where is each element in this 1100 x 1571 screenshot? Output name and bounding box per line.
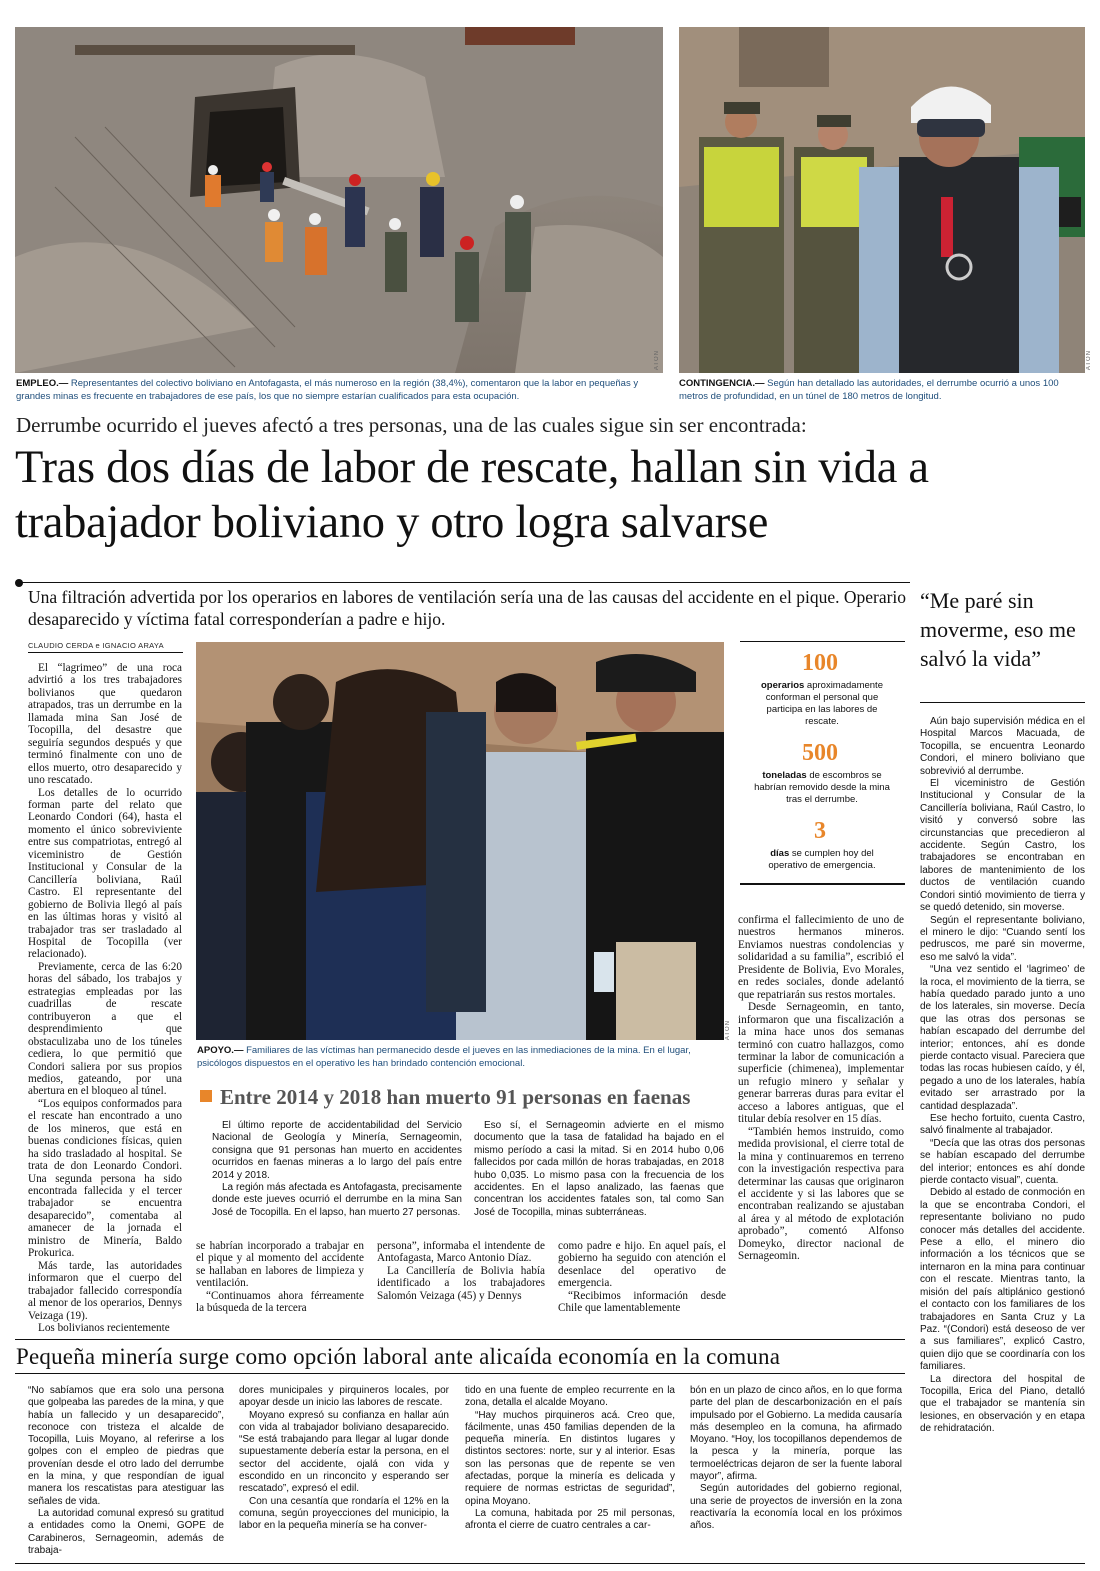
photo-rescuer: [679, 27, 1085, 373]
pull-quote: “Me paré sin moverme, eso me salvó la vida”: [920, 588, 1076, 671]
headline: Tras dos días de labor de rescate, hallan sin vida a trabajador boliviano y otro logra salvarse: [15, 442, 929, 548]
paragraph: Aún bajo supervisión médica en el Hospital Marcos Macuada, de Tocopilla, se encuentra Leonardo Condori, el minero boliviano que sobrevivió al derrumbe.: [920, 716, 1085, 777]
section2-column-4: [690, 1385, 902, 1533]
photo-credit: ATON: [654, 350, 660, 371]
paragraph: Moyano expresó su confianza en hallar aún con vida al trabajador boliviano desaparecido. “Se está trabajando para llegar al lugar donde supuestamente debería estar la persona, en el sector del accidente, ojalá con vida y escondido en un rinconcito y esperando ser rescatado”, expresó el edil.: [239, 1409, 449, 1495]
paragraph: Los detalles de lo ocurrido forman parte del relato que Leonardo Condori (64), hasta el momento el único sobreviviente entre sus compatriotas, entregó al viceministro de Gestión Institucional y Consular de la Cancillería boliviana, Raúl Castro. El representante del gobierno de Bolivia llegó al país en las últimas horas y visitó al trabajador tras ser trasladado al Hospital de Tocopilla (ver relacionado).: [28, 786, 182, 961]
byline: CLAUDIO CERDA e IGNACIO ARAYA: [28, 641, 164, 650]
box-column-1: [212, 1120, 462, 1219]
photo-mine-entrance: [15, 27, 663, 373]
photo-relatives: [196, 642, 724, 1040]
box-column-2: [474, 1120, 724, 1219]
paragraph: Los bolivianos recientemente: [38, 1322, 170, 1332]
paragraph: La Cancillería de Bolivia había identificado a los trabajadores Salomón Veizaga (45) y Dennys: [377, 1264, 545, 1302]
paragraph: “Hay muchos pirquineros acá. Creo que, fácilmente, unas 450 familias dependen de la pequeña minería. En distintos lugares y distintos sectores: norte, sur y al interior. Esas son las personas que de repente se ven afectadas, porque la minería es delicada y requiere de normas estrictas de seguridad”, opina Moyano.: [465, 1409, 675, 1507]
divider: [740, 641, 905, 642]
paragraph: Debido al estado de conmoción en la que se encontraba Condori, el representante boliviano no pudo conocer más detalles del accidente. Pese a ello, el minero dio información a los técnicos que se internaron en la mina para continuar con el rescate. Mientras tanto, la misión del país altiplánico gestionó el contacto con los familiares de los trabajadores en Santa Cruz y La Paz. “(Condori) está deseoso de ver a sus familiares”, explicó Castro, quien dijo que se coordinaría con los familiares.: [920, 1187, 1085, 1373]
paragraph: Según autoridades del gobierno regional, una serie de proyectos de inversión en la zona reactivaría la economía local en los próximos años.: [690, 1483, 902, 1532]
paragraph: El viceministro de Gestión Institucional y Consular de la Cancillería boliviana, Raúl Castro, lo visitó y conversó sobre las circunstancias que precedieron al accidente. Según Castro, los trabajadores se encontraban en labores de mantenimiento de los ductos de ventilación cuando Condori sintió movimiento de tierra y se quedó detenido, sin moverse.: [920, 778, 1085, 914]
paragraph: La directora del hospital de Tocopilla, Erica del Piano, detalló que el trabajador se mantenía sin lesiones, en observación y en etapa de rehidratación.: [920, 1373, 1085, 1435]
story-column-1: [28, 662, 182, 1332]
kicker: Derrumbe ocurrido el jueves afectó a tres personas, una de las cuales sigue sin ser encontrada:: [16, 413, 807, 437]
paragraph: “Recibimos información desde Chile que lamentablemente: [558, 1289, 726, 1315]
story-column-a: [196, 1240, 364, 1315]
side-story-column: [920, 716, 1085, 1566]
paragraph: “Los equipos conformados para el rescate han encontrado a uno de los mineros, que está en buenas condiciones físicas, quien ha sido trasladado al hospital. Se trata de don Leonardo Condori. Una segunda persona ha sido encontrada fallecida y el tercer trabajador se encuentra desaparecido”, comentaba al amanecer de la jornada el ministro de Minería, Baldo Prokurica.: [28, 1097, 182, 1260]
divider: [740, 883, 905, 885]
paragraph: Desde Sernageomin, en tanto, informaron que una fiscalización a la mina hace unos dos semanas terminó con cuatro hallazgos, como terminar la labor de comunicación a superficie (chimenea), implementar un refugio minero y señalar y generar barreras duras para evitar el acceso a labores antiguas, que el titular debía resolver en 15 días.: [738, 1001, 904, 1126]
divider: [15, 1373, 905, 1374]
paragraph: se habrían incorporado a trabajar en el pique y al momento del accidente se hallaban en labores de limpieza y ventilación.: [196, 1240, 364, 1290]
section-headline: Pequeña minería surge como opción laboral ante alicaída economía en la comuna: [16, 1344, 781, 1369]
caption-apoyo: APOYO.— Familiares de las víctimas han permanecido desde el jueves en las inmediaciones de la mina. En el lugar, psicólogos dispuestos en el operativo les han brindado contención emocional.: [197, 1045, 691, 1069]
stat-description: días se cumplen hoy del operativo de emergencia.: [768, 848, 876, 871]
paragraph: “Una vez sentido el ‘lagrimeo’ de la roca, el movimiento de la tierra, se había quedado parado junto a uno de los laterales, sin moverse. Decía que las otras dos personas se habían escapado del derrumbe del interior; entonces, ahí es donde pierde contacto visual. Pareciera que todas las rocas hubiesen caído, y él, pegado a uno de los laterales, había evitado ser arrastrado por la cantidad desplazada”.: [920, 964, 1085, 1112]
divider: [920, 702, 1085, 703]
paragraph: Más tarde, las autoridades informaron que el cuerpo del trabajador fallecido correspondía al menor de los operarios, Dennys Veizaga (19).: [28, 1259, 182, 1322]
paragraph: confirma el fallecimiento de uno de nuestros hermanos mineros. Enviamos nuestras condolencias y solidaridad a su familia”, escribió el Presidente de Bolivia, Evo Morales, en redes sociales, donde adelantó que repatriarán sus restos mortales.: [738, 914, 904, 1001]
paragraph: La autoridad comunal expresó su gratitud a entidades como la Onemi, GOPE de Carabineros, Sernageomin, además de trabaja-: [28, 1507, 224, 1556]
paragraph: Previamente, cerca de las 6:20 horas del sábado, los trabajos y estrategias empleadas por las cuadrillas de rescate contribuyeron a que el desprendimiento que obstaculizaba uno de los túneles cediera, lo que permitió que Condori saliera por sus propios medios, gateando, por una abertura en el bloqueo al túnel.: [28, 960, 182, 1098]
photo-credit: ATON: [1086, 350, 1092, 371]
stat-description: toneladas de escombros se habrían removido desde la mina tras el derrumbe.: [754, 770, 890, 805]
story-column-b: [377, 1240, 545, 1302]
paragraph: como padre e hijo. En aquel país, el gobierno ha seguido con atención el desenlace del operativo de emergencia.: [558, 1240, 726, 1290]
story-column-right: [738, 914, 904, 1334]
paragraph: El último reporte de accidentabilidad del Servicio Nacional de Geología y Minería, Sernageomin, consigna que 91 personas han muerto en accidentes ocurridos en faenas mineras a lo largo del país entre 2014 y 2018.: [212, 1120, 462, 1181]
divider: [15, 579, 23, 587]
paragraph: bón en un plazo de cinco años, en lo que forma parte del plan de descarbonización en el país impulsado por el Gobierno. La medida causaría más desempleo en la comuna, ha afirmado Moyano. “Hoy, los tocopillanos dependemos de la pesca y la minería, porque las termoeléctricas dejaron de ser la fuente laboral mayor”, afirma.: [690, 1385, 902, 1483]
paragraph: La región más afectada es Antofagasta, precisamente donde este jueves ocurrió el derrumbe en la mina San José de Tocopilla. En el lapso, han muerto 27 personas.: [212, 1182, 462, 1218]
stat-number: 3: [814, 818, 826, 844]
divider: [22, 582, 910, 583]
caption-empleo: EMPLEO.— Representantes del colectivo boliviano en Antofagasta, el más numeroso en la región (38,4%), comentaron que la labor en pequeñas y grandes minas es frecuente en trabajadores de ese país, los que no siempre estarían cualificados para esta ocupación.: [16, 378, 639, 402]
stat-number: 500: [802, 740, 838, 766]
section2-column-3: [465, 1385, 675, 1533]
paragraph: Con una cesantía que rondaría el 12% en la comuna, según proyecciones del municipio, la labor en la pequeña minería se ha conver-: [239, 1495, 449, 1532]
lede: Una filtración advertida por los operarios en labores de ventilación sería una de las causas del accidente en el pique. Operario desaparecido y víctima fatal corresponderían a padre e hijo.: [28, 587, 907, 629]
paragraph: “Decía que las otras dos personas se habían escapado del derrumbe del interior; entonces es ahí donde pierde contacto visual”, cuenta.: [920, 1137, 1085, 1187]
caption-contingencia: CONTINGENCIA.— Según han detallado las autoridades, el derrumbe ocurrió a unos 100 metros de profundidad, en un túnel de 180 metros de longitud.: [679, 378, 1059, 402]
paragraph: “Continuamos ahora férreamente la búsqueda de la tercera: [196, 1289, 364, 1315]
paragraph: Según el representante boliviano, el minero le dijo: “Cuando sentí los pedruscos, me paré sin moverme, eso me salvó la vida”.: [920, 914, 1085, 963]
paragraph: Eso sí, el Sernageomin advierte en el mismo documento que la tasa de fatalidad ha bajado en el mismo período a casi la mitad. Si en 2014 hubo 0,06 fallecidos por cada millón de horas trabajadas, en 2018 hubo 0,035. Lo mismo pasa con la frecuencia de los accidentes. En el lapso analizado, las faenas que concentran los accidentes fatales son, tal como San José de Tocopilla, minas subterráneas.: [474, 1120, 724, 1218]
paragraph: La comuna, habitada por 25 mil personas, afronta el cierre de cuatro centrales a car-: [465, 1507, 675, 1532]
stat-description: operarios aproximadamente conforman el personal que participa en las labores de rescate.: [761, 680, 883, 727]
section-bullet: [200, 1090, 212, 1102]
box-headline: Entre 2014 y 2018 han muerto 91 personas en faenas: [220, 1085, 691, 1109]
paragraph: El “lagrimeo” de una roca advirtió a los tres trabajadores bolivianos que quedaron atrapados, tras un derrumbe en la llamada mina San José de Tocopilla, del desastre que seguiría segundos después y que terminó finalmente con uno de ellos muerto, otro desaparecido y uno rescatado.: [28, 662, 182, 787]
paragraph: “También hemos instruido, como medida provisional, el cierre total de la mina y continuaremos en terreno con la investigación respectiva para determinar las causas que originaron el accidente y si las labores que se encontraban realizando se ajustaban al área y al método de explotación aprobado”, comentó Alfonso Domeyko, director nacional de Sernageomin.: [738, 1125, 904, 1263]
section2-column-1: [28, 1385, 224, 1557]
divider: [15, 1339, 905, 1340]
stat-number: 100: [802, 650, 838, 676]
paragraph: tido en una fuente de empleo recurrente en la zona, detalla el alcalde Moyano.: [465, 1385, 675, 1409]
paragraph: Ese hecho fortuito, cuenta Castro, salvó finalmente al trabajador.: [920, 1113, 1085, 1137]
photo-credit: ATON: [725, 1020, 731, 1041]
paragraph: “No sabíamos que era solo una persona que golpeaba las paredes de la mina, y que había un fallecido y un desaparecido”, reconoce con tristeza el alcalde de Tocopilla, Luis Moyano, al referirse a los golpes con el empleo de piedras que provenían desde el otro lado del derrumbe en la mina, y que respondían de igual manera los rescatistas para atestiguar las señales de vida.: [28, 1385, 224, 1507]
divider: [28, 652, 183, 653]
section2-column-2: [239, 1385, 449, 1533]
paragraph: persona”, informaba el intendente de Antofagasta, Marco Antonio Díaz.: [377, 1240, 545, 1265]
divider: [15, 1563, 1085, 1564]
paragraph: dores municipales y pirquineros locales, por apoyar desde un inicio las labores de rescate.: [239, 1385, 449, 1409]
story-column-c: [558, 1240, 726, 1315]
